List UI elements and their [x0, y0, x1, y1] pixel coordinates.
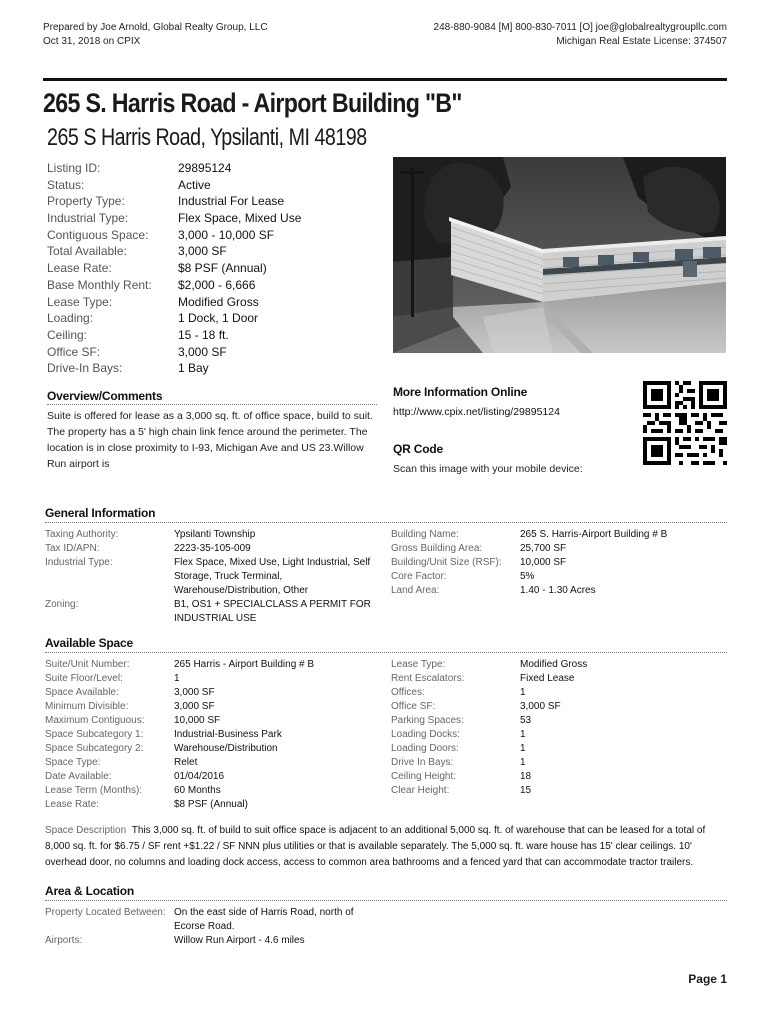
available-value: Modified Gross — [520, 659, 588, 670]
available-value: 1 — [520, 757, 526, 768]
general-label: Zoning: — [45, 599, 79, 610]
available-row — [391, 756, 727, 770]
available-label: Maximum Contiguous: — [45, 715, 145, 726]
area-location-divider — [45, 900, 727, 901]
general-row — [391, 528, 727, 542]
summary-value: 3,000 SF — [178, 344, 227, 359]
area-row — [45, 934, 405, 948]
summary-value: $8 PSF (Annual) — [178, 261, 267, 276]
general-row — [45, 598, 385, 626]
area-location-list — [45, 906, 405, 948]
summary-row — [47, 227, 301, 244]
available-value: 60 Months — [174, 785, 221, 796]
available-value: 3,000 SF — [174, 701, 215, 712]
available-value: 3,000 SF — [174, 687, 215, 698]
available-value: 18 — [520, 771, 532, 782]
available-value: 1 — [174, 673, 180, 684]
summary-row — [47, 277, 301, 294]
overview-divider — [47, 404, 377, 405]
area-value: On the east side of Harris Road, north of Ecorse Road. — [174, 907, 354, 932]
qr-code-image — [643, 381, 727, 465]
summary-label: Contiguous Space: — [47, 227, 149, 242]
area-label: Airports: — [45, 935, 83, 946]
general-label: Taxing Authority: — [45, 529, 119, 540]
available-space-heading: Available Space — [45, 636, 133, 650]
general-value: 2223-35-105-009 — [174, 543, 251, 554]
available-row — [45, 798, 385, 812]
general-value: Flex Space, Mixed Use, Light Industrial, Self Storage, Truck Terminal, Warehouse/Distribution, Other — [174, 557, 371, 596]
summary-label: Ceiling: — [47, 327, 88, 342]
general-label: Core Factor: — [391, 571, 447, 582]
summary-row — [47, 177, 301, 194]
available-row — [391, 714, 727, 728]
general-info-right — [391, 528, 727, 598]
summary-row — [47, 193, 301, 210]
available-label: Parking Spaces: — [391, 715, 464, 726]
available-label: Minimum Divisible: — [45, 701, 129, 712]
available-value: 53 — [520, 715, 532, 726]
license-line: Michigan Real Estate License: 374507 — [556, 36, 727, 47]
available-value: 15 — [520, 785, 532, 796]
summary-value: 1 Dock, 1 Door — [178, 311, 259, 326]
available-space-divider — [45, 652, 727, 653]
general-row — [45, 542, 385, 556]
available-row — [45, 770, 385, 784]
available-label: Lease Rate: — [45, 799, 99, 810]
header-right — [434, 21, 727, 49]
available-label: Offices: — [391, 687, 425, 698]
more-info-heading: More Information Online — [393, 385, 528, 399]
available-row — [391, 784, 727, 798]
available-row — [45, 784, 385, 798]
general-label: Gross Building Area: — [391, 543, 483, 554]
prepared-by: Prepared by Joe Arnold, Global Realty Group, LLC — [43, 22, 268, 33]
available-value: Relet — [174, 757, 198, 768]
general-row — [45, 556, 385, 598]
area-row — [45, 906, 405, 934]
general-label: Building/Unit Size (RSF): — [391, 557, 502, 568]
available-label: Suite Floor/Level: — [45, 673, 123, 684]
available-row — [45, 700, 385, 714]
listing-url-link[interactable]: http://www.cpix.net/listing/29895124 — [393, 406, 560, 418]
summary-label: Lease Type: — [47, 294, 113, 309]
available-value: 1 — [520, 743, 526, 754]
available-value: Fixed Lease — [520, 673, 575, 684]
available-label: Suite/Unit Number: — [45, 659, 130, 670]
property-photo — [393, 157, 726, 353]
available-row — [391, 658, 727, 672]
area-location-heading: Area & Location — [45, 884, 135, 898]
available-value: 265 Harris - Airport Building # B — [174, 659, 315, 670]
available-label: Loading Doors: — [391, 743, 459, 754]
space-description — [45, 823, 727, 871]
qr-instructions: Scan this image with your mobile device: — [393, 463, 583, 475]
general-value: Ypsilanti Township — [174, 529, 256, 540]
summary-label: Office SF: — [47, 344, 101, 359]
qr-heading: QR Code — [393, 442, 443, 456]
summary-label: Status: — [47, 177, 85, 192]
available-value: $8 PSF (Annual) — [174, 799, 248, 810]
summary-value: Industrial For Lease — [178, 194, 285, 209]
summary-label: Listing ID: — [47, 161, 101, 175]
available-row — [391, 700, 727, 714]
page-number: Page 1 — [688, 972, 727, 986]
available-value: 10,000 SF — [174, 715, 221, 726]
summary-row — [47, 260, 301, 277]
summary-row — [47, 210, 301, 227]
available-label: Loading Docks: — [391, 729, 460, 740]
available-label: Space Available: — [45, 687, 119, 698]
general-value: 265 S. Harris-Airport Building # B — [520, 529, 668, 540]
available-value: 1 — [520, 687, 526, 698]
general-value: 25,700 SF — [520, 543, 567, 554]
available-row — [45, 686, 385, 700]
summary-value: 15 - 18 ft. — [178, 327, 229, 342]
general-info-divider — [45, 522, 727, 523]
available-space-left — [45, 658, 385, 812]
summary-row — [47, 160, 301, 177]
available-row — [391, 672, 727, 686]
available-row — [391, 686, 727, 700]
summary-row — [47, 243, 301, 260]
available-row — [45, 728, 385, 742]
summary-label: Loading: — [47, 311, 94, 326]
general-label: Building Name: — [391, 529, 459, 540]
available-row — [391, 742, 727, 756]
available-label: Rent Escalators: — [391, 673, 465, 684]
available-row — [391, 728, 727, 742]
available-label: Lease Type: — [391, 659, 446, 670]
summary-label: Drive-In Bays: — [47, 361, 123, 376]
available-label: Lease Term (Months): — [45, 785, 143, 796]
summary-value: 29895124 — [178, 161, 232, 175]
available-space-right — [391, 658, 727, 798]
available-label: Space Subcategory 2: — [45, 743, 144, 754]
area-label: Property Located Between: — [45, 907, 166, 918]
available-label: Space Type: — [45, 757, 101, 768]
property-address: 265 S Harris Road, Ypsilanti, MI 48198 — [47, 124, 367, 151]
overview-text: Suite is offered for lease as a 3,000 sq. ft. of office space, build to suit. The property has a 5' high chain link fence around the perimeter. The location is in close proximity to I-93, Michigan Ave and US 23.Willow Run airport is — [47, 410, 373, 470]
general-value: 10,000 SF — [520, 557, 567, 568]
general-label: Land Area: — [391, 585, 440, 596]
summary-label: Industrial Type: — [47, 211, 129, 226]
summary-value: Flex Space, Mixed Use — [178, 211, 302, 226]
top-rule — [43, 78, 727, 81]
area-value: Willow Run Airport - 4.6 miles — [174, 935, 305, 946]
general-row — [391, 584, 727, 598]
available-row — [45, 672, 385, 686]
summary-row — [47, 310, 301, 327]
general-row — [391, 570, 727, 584]
summary-label: Base Monthly Rent: — [47, 277, 152, 292]
summary-value: Modified Gross — [178, 294, 259, 309]
page-title: 265 S. Harris Road - Airport Building "B" — [43, 88, 462, 118]
contact-line: 248-880-9084 [M] 800-830-7011 [O] joe@globalrealtygroupllc.com — [433, 22, 727, 33]
available-label: Space Subcategory 1: — [45, 729, 144, 740]
summary-list — [47, 160, 301, 377]
available-value: 1 — [520, 729, 526, 740]
general-row — [391, 556, 727, 570]
general-info-left — [45, 528, 385, 626]
space-description-text: This 3,000 sq. ft. of build to suit office space is adjacent to an additional 5,000 sq. ft. of warehouse that can be leased for a total of 8,000 sq. ft. for $6.75 / SF rent +$1.22 / SF NNN plus utilities or that is available separately. The 5,000 sq. ft. ware house has 15' clear ceilings. 10' overhead door, no columns and loading dock access, access to common area bathrooms and a fenced yard that can accommodate tractor trailers. — [45, 825, 706, 868]
available-value: Warehouse/Distribution — [174, 743, 278, 754]
available-value: Industrial-Business Park — [174, 729, 282, 740]
available-row — [45, 658, 385, 672]
general-label: Tax ID/APN: — [45, 543, 100, 554]
summary-row — [47, 360, 301, 377]
summary-value: 3,000 - 10,000 SF — [178, 227, 275, 242]
available-label: Office SF: — [391, 701, 436, 712]
general-row — [391, 542, 727, 556]
summary-label: Lease Rate: — [47, 261, 112, 276]
summary-label: Total Available: — [47, 244, 127, 259]
summary-row — [47, 344, 301, 361]
header-left — [43, 21, 268, 49]
available-label: Date Available: — [45, 771, 112, 782]
summary-value: 1 Bay — [178, 361, 209, 376]
summary-label: Property Type: — [47, 194, 125, 209]
general-value: 1.40 - 1.30 Acres — [520, 585, 596, 596]
available-value: 01/04/2016 — [174, 771, 225, 782]
space-description-label: Space Description — [45, 825, 127, 836]
general-info-heading: General Information — [45, 506, 156, 520]
available-label: Drive In Bays: — [391, 757, 454, 768]
available-row — [45, 756, 385, 770]
summary-value: $2,000 - 6,666 — [178, 277, 256, 292]
general-value: 5% — [520, 571, 535, 582]
available-label: Ceiling Height: — [391, 771, 457, 782]
available-row — [45, 714, 385, 728]
summary-row — [47, 294, 301, 311]
summary-row — [47, 327, 301, 344]
summary-value: Active — [178, 177, 211, 192]
general-value: B1, OS1 + SPECIALCLASS A PERMIT FOR INDUSTRIAL USE — [174, 599, 371, 624]
summary-value: 3,000 SF — [178, 244, 227, 259]
available-value: 3,000 SF — [520, 701, 561, 712]
overview-heading: Overview/Comments — [47, 389, 163, 403]
available-row — [45, 742, 385, 756]
available-row — [391, 770, 727, 784]
date-line: Oct 31, 2018 on CPIX — [43, 36, 141, 47]
general-row — [45, 528, 385, 542]
general-label: Industrial Type: — [45, 557, 113, 568]
available-label: Clear Height: — [391, 785, 450, 796]
